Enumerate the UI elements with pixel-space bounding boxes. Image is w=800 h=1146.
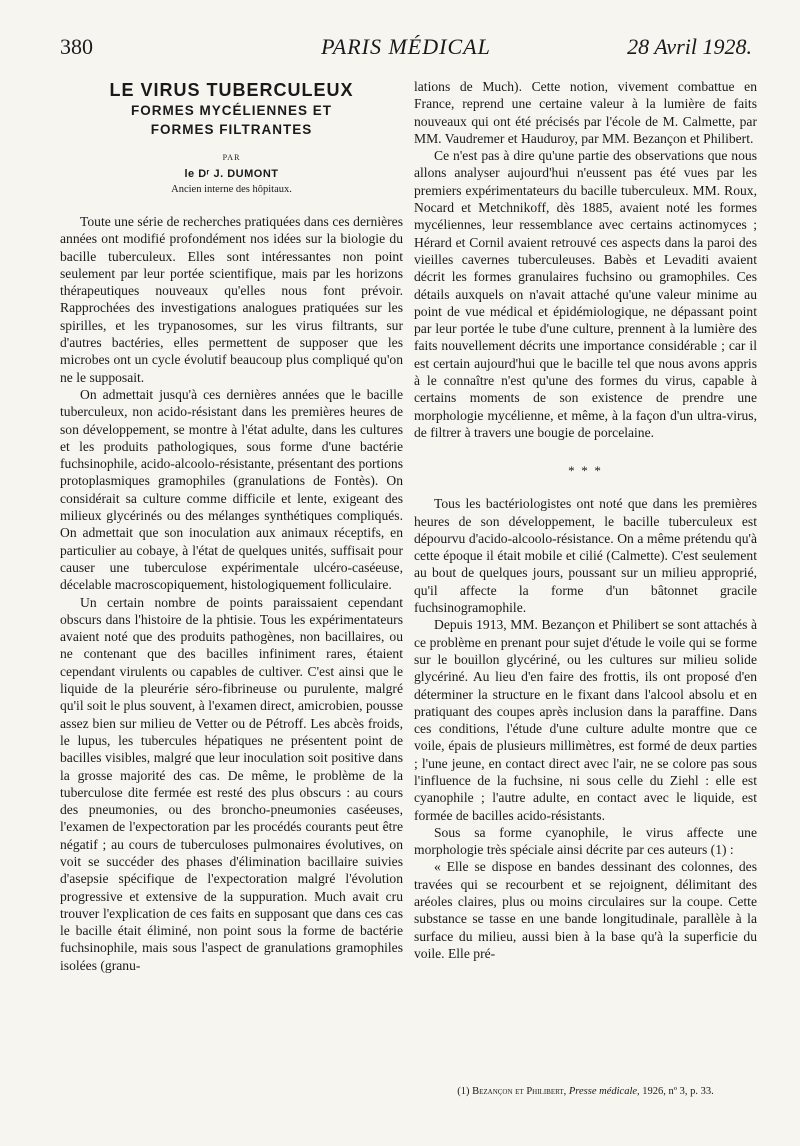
quotation-paragraph: « Elle se dispose en bandes dessinant des colonnes, des travées qui se recourbent et se rejoignent, délimitant des aréoles claires, plus ou moins circulaires sur la coupe. Cette substance se tasse en une bande longitudinale, parallèle à la surface du milieu, aussi bien à la base qu'à la superficie du voile. Elle pré- — [414, 859, 757, 961]
paragraph: On admettait jusqu'à ces dernières années que le bacille tuberculeux, non acido-résistant dans les premières heures de son développement, se montre à l'état adulte, dans les cultures et les produits pathologiques, sous forme d'une bactérie fuchsinophile, acido-alcoolo-résistante, présentant des portions protoplasmiques gramophiles (granulations de Fontès). On considérait sa culture comme difficile et lente, exigeant des milieux glycérinés ou des mélanges synthétiques compliqués. On admettait que son inoculation aux animaux réceptifs, en particulier au cobaye, à l'état de quelques unités, suffisait pour causer une tuberculose expérimentale ulcéro-caséeuse, décelable macroscopiquement, histologiquement folliculaire. — [60, 386, 403, 593]
issue-date: 28 Avril 1928. — [627, 34, 752, 59]
paragraph-continued: lations de Much). Cette notion, vivement combattue en France, reprend une certaine valeur à la lumière de faits nouveaux qui ont été précisés par l'école de M. Calmette, par MM. Vaudremer et Hauduroy, par MM. Bezançon et Philibert. — [414, 79, 757, 146]
footnote-marker: (1) — [457, 1086, 473, 1097]
paragraph: Tous les bactériologistes ont noté que dans les premières heures de son développement, le bacille tuberculeux est dépourvu d'acido-alcoolo-résistance. On a même prétendu qu'à cette époque il était mobile et cilié (Calmette). C'est seulement au bout de quelques jours, poussant sur un milieu approprié, qu'il affecte la forme d'un bâtonnet gracile fuchsinogramophile. — [414, 496, 757, 616]
journal-title: PARIS MÉDICAL — [321, 34, 491, 59]
left-column — [60, 78, 403, 974]
byline-par: PAR — [222, 153, 241, 162]
footnote-reference: 1926, nº 3, p. 33. — [639, 1086, 714, 1097]
article-title: LE VIRUS TUBERCULEUX — [109, 80, 354, 100]
article-title-block — [60, 80, 403, 195]
article-subtitle-line1: FORMES MYCÉLIENNES ET — [130, 103, 332, 118]
paragraph: Ce n'est pas à dire qu'une partie des observations que nous allons analyser aujourd'hui n'eussent pas été vues par les premiers expérimentateurs du bacille tuberculeux. MM. Roux, Nocard et Metchnikoff, dès 1885, avaient noté les formes mycéliennes, leur ressemblance avec certains actinomyces ; Hérard et Cornil avaient retrouvé ces aspects dans la paroi des vieilles cavernes tuberculeuses. Babès et Levaditi avaient décrit les formes granulaires fuchsino ou gramophiles. Ces détails auxquels on n'avait attaché qu'une valeur minime au point de vue médical et épidémiologique, ne dépassant point par leur portée le tube d'une culture, prennent à la lumière des faits nouvellement décrits une importance considérable ; car il est certain aujourd'hui que le bacille tel que nous avons appris à le connaître n'est qu'une des formes du virus, capable à certains moments de son existence de prendre une morphologie mycélienne, et même, à la façon d'un ultra-virus, de filtrer à travers une bougie de porcelaine. — [414, 148, 757, 440]
paragraph: Depuis 1913, MM. Bezançon et Philibert se sont attachés à ce problème en prenant pour sujet d'étude le voile qui se forme sur le bouillon glycériné, ou les cultures sur milieu solide glycériné. Au lieu d'en faire des frottis, ils ont proposé d'en déterminer la structure en le fixant dans l'alcool absolu et en pratiquant des coupes après inclusion dans la paraffine. Dans ces conditions, l'étude d'une culture adulte montre que ce voile, épais de plusieurs millimètres, est formé de deux parties ; l'une jeune, en contact direct avec l'air, ne se colore pas sous l'influence de la fuchsine, ni sous celle du Ziehl : elle est cyanophile ; l'autre adulte, en contact avec le liquide, est formée de bacilles acido-résistants. — [414, 617, 757, 823]
footnote — [414, 1086, 757, 1097]
right-column — [414, 78, 757, 962]
paragraph: Toute une série de recherches pratiquées dans ces dernières années ont modifié profondément nos idées sur la biologie du bacille tuberculeux. Elles sont intéressantes non point seulement par leur portée scientifique, mais par les horizons thérapeutiques nouveaux qu'elles nous font prévoir. Rapprochées des investigations analogues pratiquées sur les spirilles, et les trypanosomes, sur les virus filtrants, sur d'autres bactéries, elles permettent de supposer que les microbes ont un cycle évolutif beaucoup plus compliqué qu'on ne le supposait. — [60, 214, 403, 385]
author-affiliation: Ancien interne des hôpitaux. — [171, 184, 292, 195]
footnote-authors: Bezançon et Philibert, — [472, 1086, 567, 1097]
footnote-journal: Presse médicale, — [566, 1086, 640, 1097]
author-name: le Dʳ J. DUMONT — [184, 168, 279, 180]
page-number: 380 — [60, 34, 93, 59]
section-separator: * * * — [568, 463, 603, 479]
article-subtitle-line2: FORMES FILTRANTES — [150, 122, 313, 137]
paragraph: Sous sa forme cyanophile, le virus affecte une morphologie très spéciale ainsi décrite par ces auteurs (1) : — [414, 824, 757, 858]
paragraph: Un certain nombre de points paraissaient cependant obscurs dans l'histoire de la phtisie. Tous les expérimentateurs avaient noté que des produits pathogènes, non bacillaires, ou ne contenant que des bacilles infiniment rares, étaient cependant virulents ou capables de cultiver. C'est ainsi que le liquide de la pleurérie séro-fibrineuse ou purulente, malgré qu'il soit le plus souvent, à l'examen direct, amicrobien, pousse assez bien sur milieu de Vetter ou de Pétroff. Les abcès froids, le lupus, les tubercules hépatiques ne présentent point de bacilles visibles, malgré que leur inoculation soit positive dans la grosse majorité des cas. De même, le problème de la tuberculose dite fermée est resté des plus obscurs : au cours des pneumonies, ou des broncho-pneumonies caséeuses, l'examen de l'expectoration par les procédés courants peut être négatif ; au cours de tuberculoses pulmonaires évolutives, on voit se succéder des phases d'élimination bacillaire suivies d'asepsie spécifique de l'expectoration malgré l'évolution progressive et extensive de la suppuration. Much avait cru trouver l'explication de ces faits en supposant que dans ces cas le bacille était éliminé, non point sous la forme de bactérie fuchsinophile, mais sous l'aspect de granulations gramophiles isolées (granu- — [60, 594, 403, 973]
page-header — [60, 34, 752, 66]
